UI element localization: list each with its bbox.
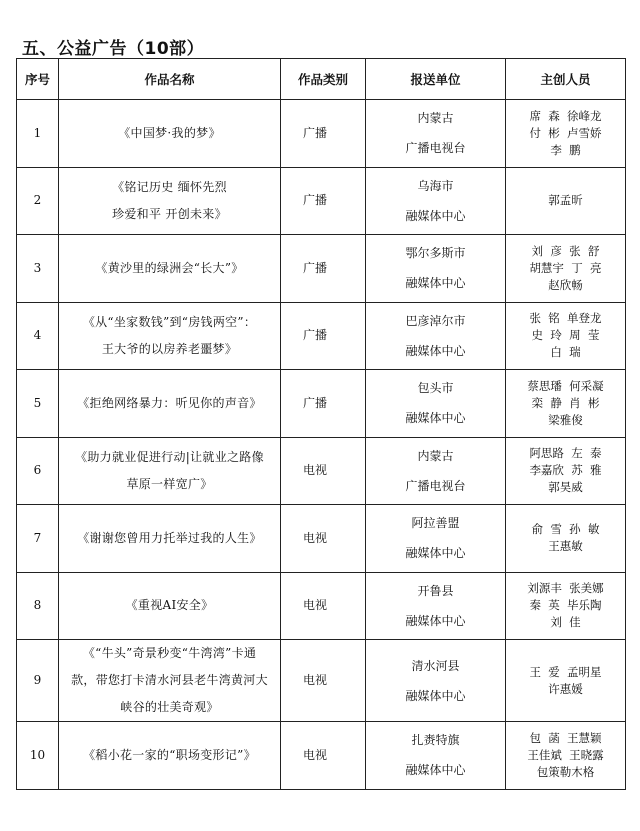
unit-line: 融媒体中心 [405,343,466,358]
author-line: 李 鹏 [550,142,581,157]
authors-cell [506,370,626,438]
unit-line: 融媒体中心 [405,613,466,628]
authors-cell [506,505,626,573]
unit-cell [366,100,506,168]
category-label: 广播 [303,260,328,275]
work-name-cell [59,505,281,573]
unit-cell [366,167,506,235]
author-line: 包策勒木格 [536,764,595,779]
category-cell [281,722,366,790]
unit-line: 广播电视台 [405,478,466,493]
header-num: 序号 [17,59,59,100]
table-row [17,370,626,438]
author-line: 席 森 徐峰龙 [529,108,602,123]
category-label: 广播 [303,328,328,343]
work-name-line: 《中国梦·我的梦》 [118,125,221,140]
unit-cell [366,505,506,573]
work-name-line: 《从“坐家数钱”到“房钱两空”： [82,314,257,329]
unit-line: 鄂尔多斯市 [405,246,466,261]
work-name-line: 草原一样宽广》 [126,476,213,491]
table-row [17,302,626,370]
author-line: 李嘉欣 苏 雅 [529,463,602,478]
work-name-cell [59,572,281,640]
unit-cell [366,640,506,722]
table-row [17,167,626,235]
table-row [17,722,626,790]
unit-line: 乌海市 [417,178,454,193]
work-name-cell [59,370,281,438]
author-line: 张 铭 单登龙 [529,311,602,326]
work-name-line: 《拒绝网络暴力：听见你的声音》 [77,395,262,410]
author-line: 蔡思璠 何采凝 [527,378,604,393]
work-name-line: 《“牛头”奇景秒变“牛湾湾”卡通 [82,646,257,660]
category-cell [281,505,366,573]
work-name-cell [59,235,281,303]
author-line: 俞 雪 孙 敏 [531,522,600,537]
unit-line: 阿拉善盟 [411,516,460,531]
author-line: 史 玲 周 莹 [531,328,600,343]
unit-cell [366,302,506,370]
category-label: 电视 [303,673,328,687]
unit-cell [366,572,506,640]
author-line: 郭孟昕 [548,193,583,208]
row-number: 4 [17,302,59,370]
author-line: 赵欣畅 [548,277,583,292]
category-cell [281,235,366,303]
work-name-line: 峡谷的壮美奇观》 [120,700,219,714]
authors-cell [506,167,626,235]
header-category: 作品类别 [281,59,366,100]
table-body [17,100,626,790]
work-name-cell [59,100,281,168]
awards-table [16,58,626,790]
unit-line: 融媒体中心 [405,276,466,291]
unit-line: 内蒙古 [417,448,454,463]
unit-line: 内蒙古 [417,111,454,126]
unit-cell [366,370,506,438]
category-label: 广播 [303,125,328,140]
unit-cell [366,437,506,505]
unit-line: 融媒体中心 [405,208,466,223]
table-row [17,100,626,168]
row-number: 10 [17,722,59,790]
table-row [17,235,626,303]
category-label: 电视 [303,530,328,545]
author-line: 付 彬 卢雪娇 [529,125,602,140]
category-label: 广播 [303,193,328,208]
work-name-line: 珍爱和平 开创未来》 [112,206,227,221]
work-name-line: 《铭记历史 缅怀先烈 [112,179,227,194]
authors-cell [506,437,626,505]
unit-line: 巴彦淖尔市 [405,313,466,328]
header-unit: 报送单位 [366,59,506,100]
category-cell [281,100,366,168]
unit-line: 融媒体中心 [405,688,466,703]
category-cell [281,370,366,438]
author-line: 梁雅俊 [548,412,583,427]
section-title: 五、公益广告（10部） [22,39,205,59]
author-line: 王 爱 孟明星 [529,664,602,679]
work-name-line: 《重视AI安全》 [125,598,214,613]
work-name-cell [59,437,281,505]
row-number: 1 [17,100,59,168]
authors-cell [506,302,626,370]
category-cell [281,167,366,235]
author-line: 包 菡 王慧颖 [529,730,602,745]
work-name-line: 款，带您打卡清水河县老牛湾黄河大 [71,673,268,687]
unit-cell [366,235,506,303]
work-name-line: 《黄沙里的绿洲会“长大”》 [95,260,244,275]
work-name-line: 《稻小花一家的“职场变形记”》 [83,747,256,762]
author-line: 刘 彦 张 舒 [531,243,600,258]
author-line: 王佳斌 王晓露 [527,747,604,762]
author-line: 许惠媛 [548,681,583,696]
author-line: 秦 英 毕乐陶 [529,598,602,613]
author-line: 刘 佳 [550,615,581,630]
unit-line: 扎赉特旗 [411,733,460,748]
category-cell [281,640,366,722]
category-cell [281,437,366,505]
table-row [17,505,626,573]
header-authors: 主创人员 [506,59,626,100]
row-number: 6 [17,437,59,505]
row-number: 5 [17,370,59,438]
category-cell [281,302,366,370]
author-line: 郭昊威 [548,480,583,495]
unit-line: 融媒体中心 [405,411,466,426]
work-name-line: 王大爷的以房养老噩梦》 [101,341,238,356]
table-row [17,640,626,722]
table-row [17,572,626,640]
unit-cell [366,722,506,790]
category-label: 电视 [303,747,328,762]
row-number: 2 [17,167,59,235]
category-label: 电视 [303,463,328,478]
author-line: 王惠敏 [548,539,583,554]
row-number: 3 [17,235,59,303]
unit-line: 开鲁县 [417,583,454,598]
authors-cell [506,235,626,303]
work-name-line: 《助力就业促进行动|让就业之路像 [75,449,264,464]
author-line: 刘源丰 张美娜 [527,581,604,596]
row-number: 9 [17,640,59,722]
work-name-cell [59,640,281,722]
header-name: 作品名称 [59,59,281,100]
authors-cell [506,722,626,790]
author-line: 阿思路 左 泰 [529,446,602,461]
authors-cell [506,100,626,168]
table-row [17,437,626,505]
author-line: 白 瑞 [550,345,581,360]
category-label: 广播 [303,395,328,410]
row-number: 8 [17,572,59,640]
author-line: 栾 静 肖 彬 [531,395,600,410]
row-number: 7 [17,505,59,573]
table-header-row [17,59,626,100]
work-name-line: 《谢谢您曾用力托举过我的人生》 [77,530,262,545]
work-name-cell [59,167,281,235]
authors-cell [506,572,626,640]
author-line: 胡慧宇 丁 亮 [529,260,602,275]
work-name-cell [59,722,281,790]
unit-line: 融媒体中心 [405,546,466,561]
unit-line: 融媒体中心 [405,763,466,778]
category-cell [281,572,366,640]
unit-line: 清水河县 [411,658,460,673]
work-name-cell [59,302,281,370]
category-label: 电视 [303,598,328,613]
unit-line: 包头市 [417,381,454,396]
unit-line: 广播电视台 [405,141,466,156]
authors-cell [506,640,626,722]
